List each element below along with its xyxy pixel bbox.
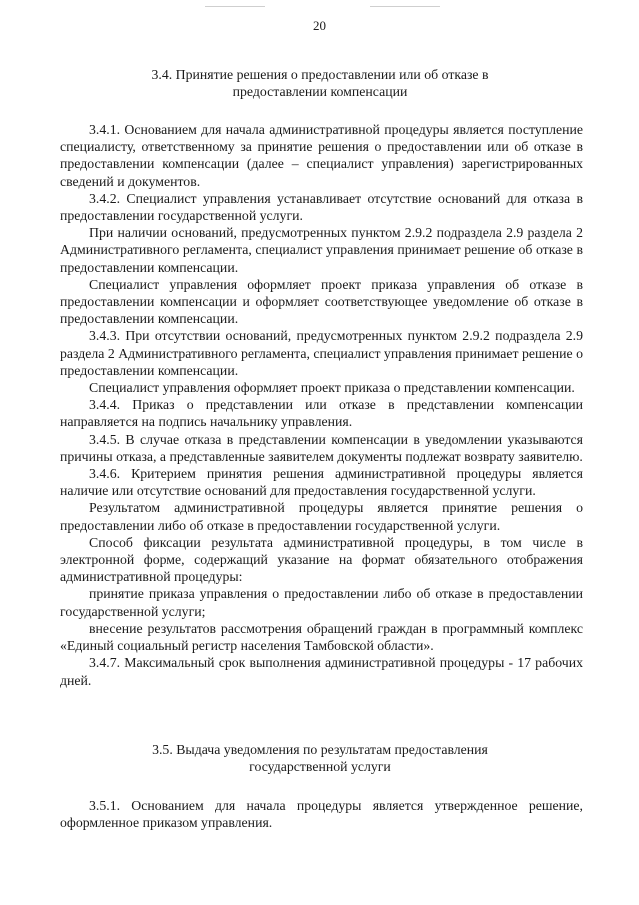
paragraph: 3.4.4. Приказ о представлении или отказе в представлении компенсации направляется на подпись начальнику управления. [60, 397, 583, 430]
section-3-5-body [60, 797, 583, 831]
paragraph: 3.4.7. Максимальный срок выполнения административной процедуры - 17 рабочих дней. [60, 655, 583, 688]
heading-line: 3.5. Выдача уведомления по результатам предоставления [152, 742, 488, 757]
heading-line: предоставлении компенсации [232, 84, 408, 99]
paragraph: 3.4.6. Критерием принятия решения административной процедуры является наличие или отсутствие оснований для предоставления государственной услуги. [60, 466, 583, 499]
paragraph: 3.4.3. При отсутствии оснований, предусмотренных пунктом 2.9.2 подраздела 2.9 раздела 2 Административного регламента, специалист управления принимает решение о предоставлении компенсации. [60, 328, 583, 378]
heading-line: государственной услуги [249, 759, 391, 774]
section-3-4-heading [100, 66, 540, 100]
section-3-4-body [60, 121, 583, 689]
paragraph: внесение результатов рассмотрения обращений граждан в программный комплекс «Единый социальный регистр населения Тамбовской области». [60, 620, 583, 654]
heading-line: 3.4. Принятие решения о предоставлении или об отказе в [151, 67, 489, 82]
paragraph: 3.5.1. Основанием для начала процедуры является утвержденное решение, оформленное приказом управления. [60, 798, 583, 831]
paragraph: Специалист управления оформляет проект приказа управления об отказе в предоставлении компенсации и оформляет соответствующее уведомление об отказе в предоставлении компенсации. [60, 276, 583, 327]
paragraph: При наличии оснований, предусмотренных пунктом 2.9.2 подраздела 2.9 раздела 2 Административного регламента, специалист управления принимает решение об отказе в предоставлении компенсации. [60, 225, 583, 275]
paragraph: 3.4.5. В случае отказа в представлении компенсации в уведомлении указываются причины отказа, а представленные заявителем документы подлежат возврату заявителю. [60, 431, 583, 464]
section-3-5-heading [100, 741, 540, 775]
scan-artifact-line [205, 6, 265, 7]
paragraph: 3.4.2. Специалист управления устанавливает отсутствие оснований для отказа в предоставлении государственной услуги. [60, 190, 583, 224]
paragraph: Результатом административной процедуры является принятие решения о предоставлении либо об отказе в предоставлении государственной услуги. [60, 500, 583, 533]
paragraph: Специалист управления оформляет проект приказа о представлении компенсации. [89, 380, 575, 396]
scan-artifact-line [370, 6, 440, 7]
page-number: 20 [313, 18, 326, 33]
paragraph: Способ фиксации результата административной процедуры, в том числе в электронной форме, содержащий указание на формат обязательного отображения административной процедуры: [60, 534, 583, 585]
paragraph: 3.4.1. Основанием для начала административной процедуры является поступление специалисту, ответственному за принятие решения о предоставлении или об отказе в предоставлении компенсации (далее – специалист управления) зарегистрированных сведений и документов. [60, 122, 583, 189]
paragraph: принятие приказа управления о предоставлении либо об отказе в предоставлении государственной услуги; [60, 586, 583, 619]
